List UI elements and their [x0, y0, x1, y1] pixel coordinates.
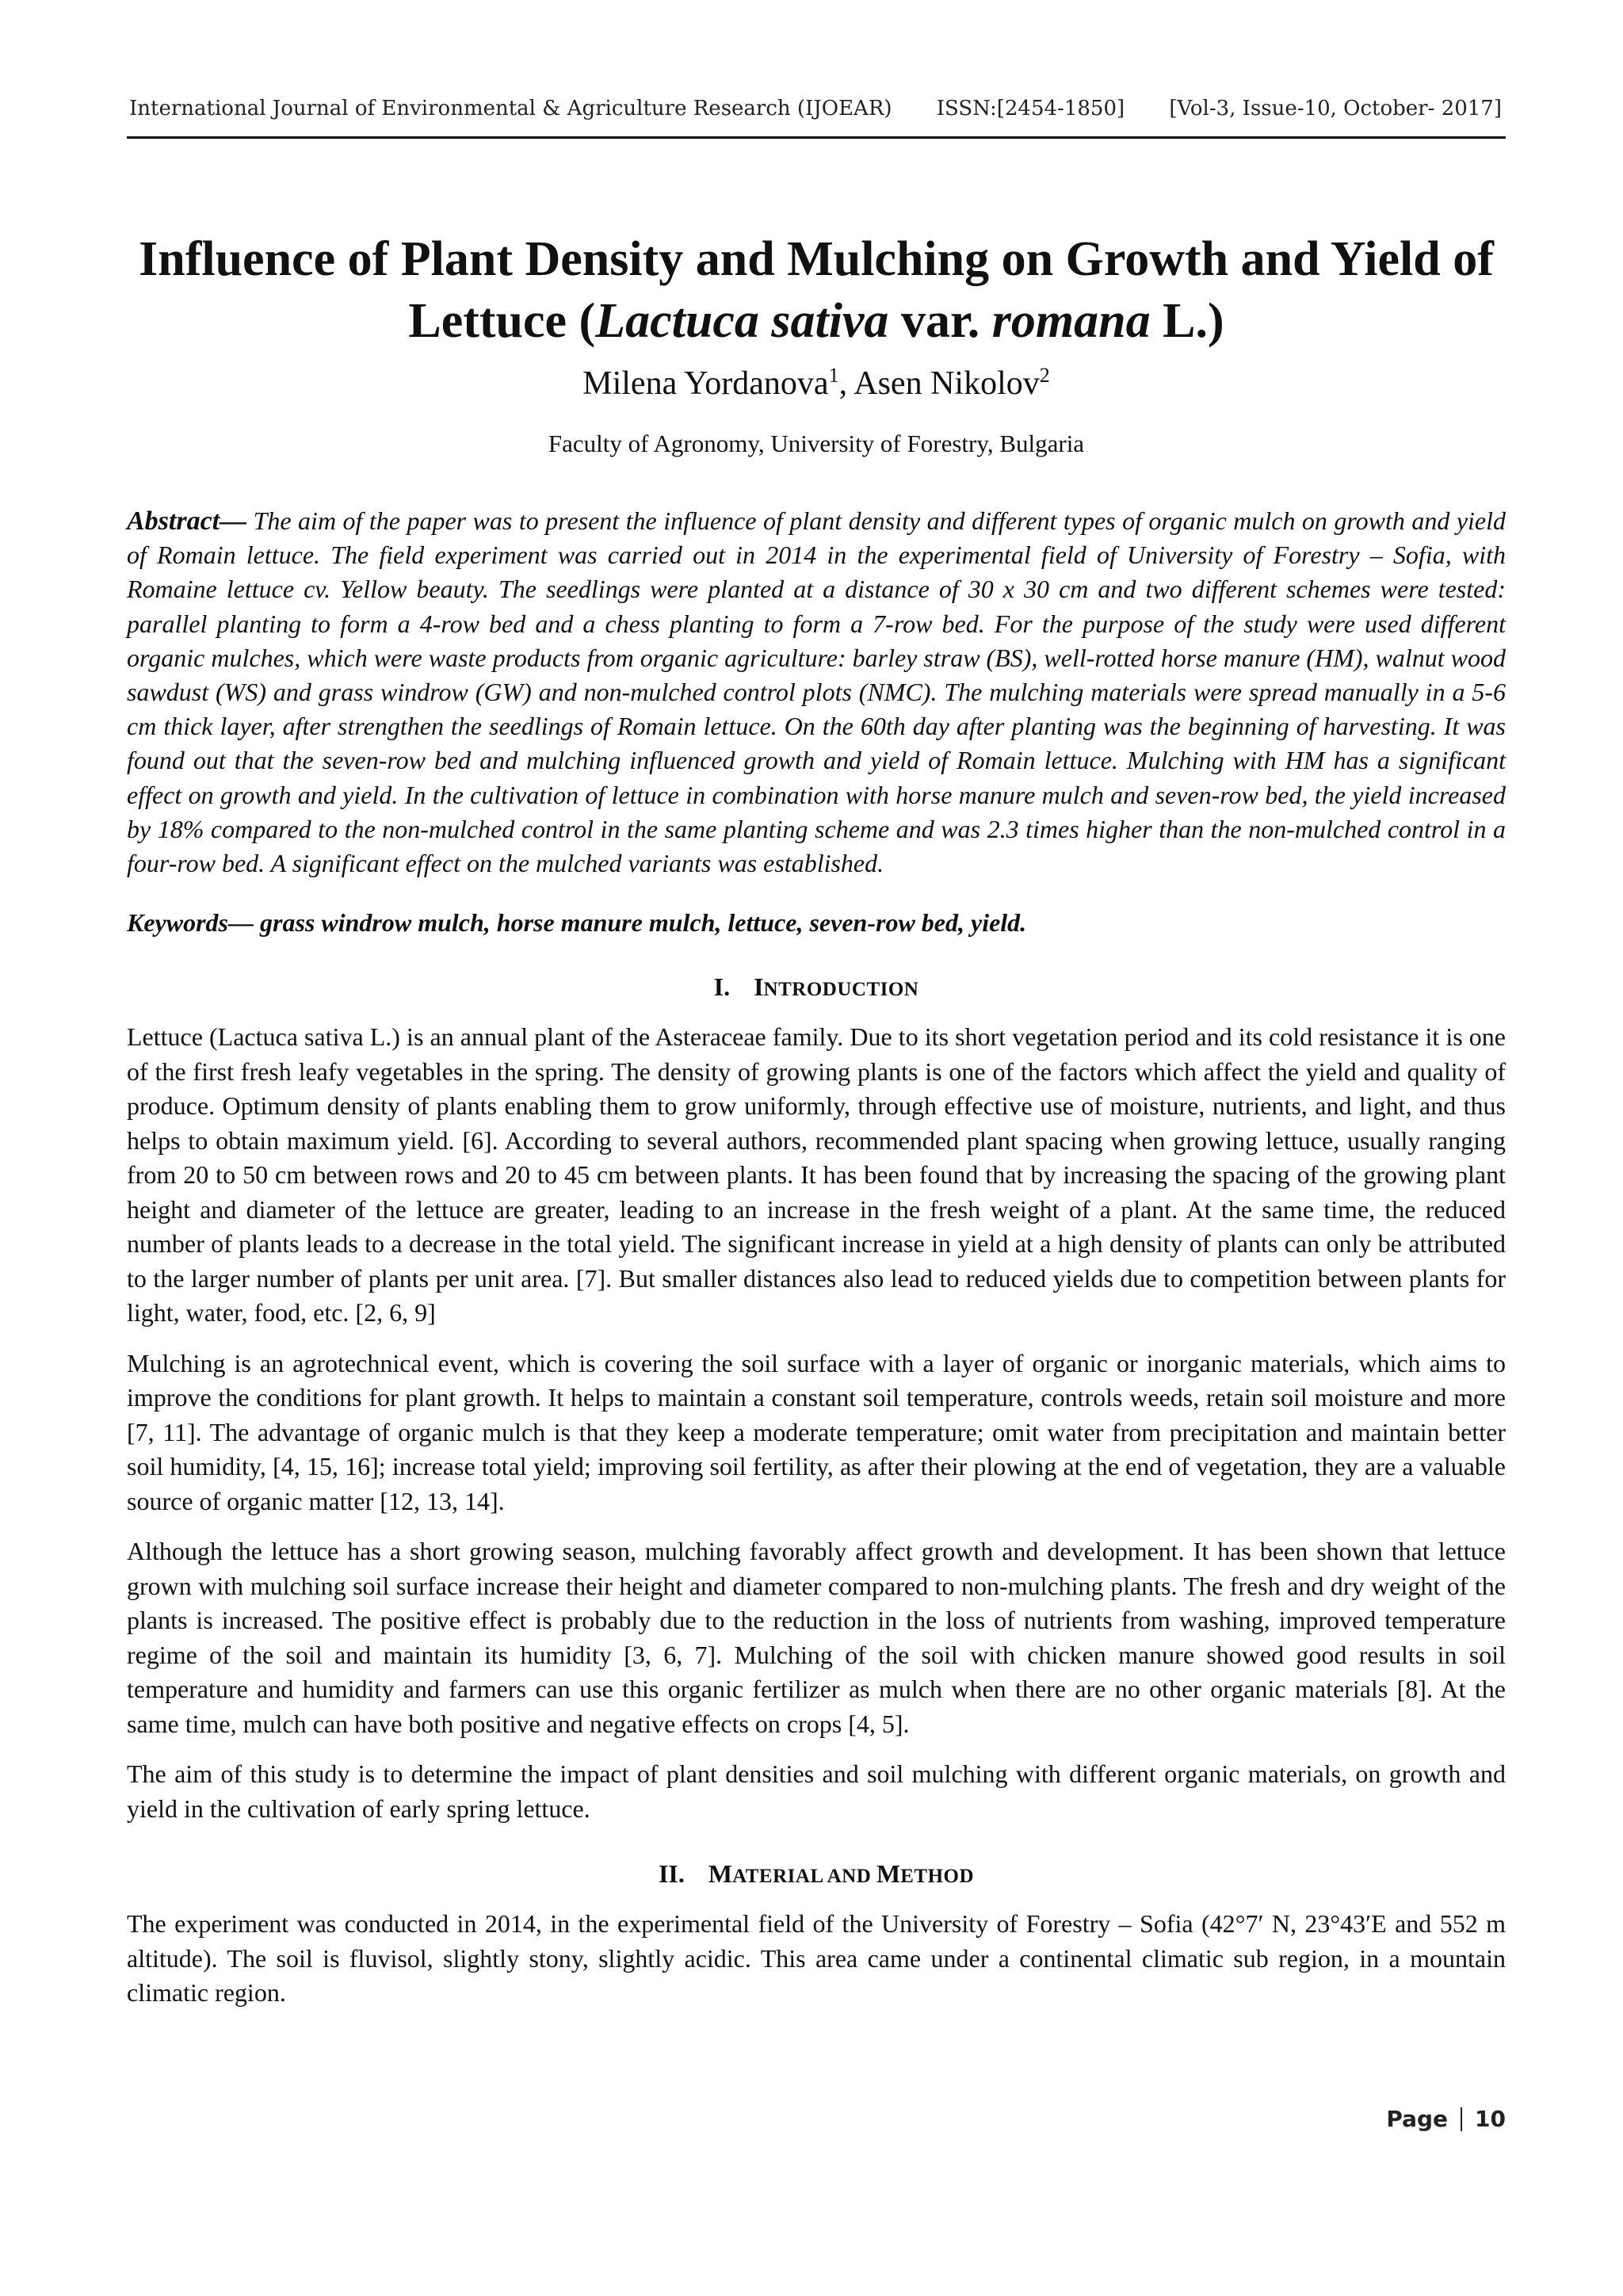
paragraph: Mulching is an agrotechnical event, which is covering the soil surface with a layer of organic or inorganic materials, which aims to improve the conditions for plant growth. It helps to maintain a constant soil temperature, controls weeds, retain soil moisture and more [7, 11]. The advantage of organic mulch is that they keep a moderate temperature; omit water from precipitation and maintain better soil humidity, [4, 15, 16]; increase total yield; improving soil fertility, as after their plowing at the end of vegetation, they are a valuable source of organic matter [12, 13, 14]. [127, 1348, 1506, 1515]
volume-issue: [Vol-3, Issue-10, October- 2017] [1169, 97, 1502, 120]
title-part: L.) [1150, 294, 1224, 348]
page-number: 10 [1475, 2106, 1506, 2132]
abstract-text: The aim of the paper was to present the influence of plant density and different types of organic mulch on growth and yield of Romain lettuce. The field experiment was carried out in 2014 in the experimental field of University of Forestry – Sofia, with Romaine lettuce cv. Yellow beauty. The seedlings were planted at a distance of 30 x 30 cm and two different schemes were tested: parallel planting to form a 4-row bed and a chess planting to form a 7-row bed. For the purpose of the study were used different organic mulches, which were waste products from organic agriculture: barley straw (BS), well-rotted horse manure (HM), walnut wood sawdust (WS) and grass windrow (GW) and non-mulched control plots (NMC). The mulching materials were spread manually in a 5-6 cm thick layer, after strengthen the seedlings of Romain lettuce. On the 60th day after planting was the beginning of harvesting. It was found out that the seven-row bed and mulching influenced growth and yield of Romain lettuce. Mulching with HM has a significant effect on growth and yield. In the cultivation of lettuce in combination with horse manure mulch and seven-row bed, the yield increased by 18% compared to the non-mulched control in the same planting scheme and was 2.3 times higher than the non-mulched control in a four-row bed. A significant effect on the mulched variants was established. [127, 506, 1506, 878]
section-heading-introduction [127, 971, 1506, 1006]
title-line-1: Influence of Plant Density and Mulching on Growth and Yield of [139, 232, 1494, 286]
footer-divider [1461, 2107, 1462, 2131]
page-footer [1386, 2106, 1506, 2132]
section-title-initial: I [754, 972, 764, 1002]
author-2: Asen Nikolov [854, 365, 1040, 402]
section-number: I. [713, 972, 731, 1002]
paragraph: Although the lettuce has a short growing season, mulching favorably affect growth and development. It has been shown that lettuce grown with mulching soil surface increase their height and diameter compared to non-mulching plants. The fresh and dry weight of the plants is increased. The positive effect is probably due to the reduction in the loss of nutrients from washing, improved temperature regime of the soil and maintain its humidity [3, 6, 7]. Mulching of the soil with chicken manure showed good results in soil temperature and humidity and farmers can use this organic fertilizer as mulch when there are no other organic materials [8]. At the same time, mulch can have both positive and negative effects on crops [4, 5]. [127, 1537, 1506, 1738]
keywords: Keywords— grass windrow mulch, horse manure mulch, lettuce, seven-row bed, yield. [127, 908, 1027, 938]
running-header [129, 97, 1502, 120]
paper-title [127, 228, 1506, 352]
journal-name: International Journal of Environmental & Agriculture Research (IJOEAR) [129, 97, 892, 120]
authors [127, 355, 1506, 404]
section-title-rest: ATERIAL AND [732, 1866, 877, 1888]
title-variety: romana [991, 294, 1151, 348]
author-2-affiliation: 2 [1039, 364, 1050, 387]
section-number: II. [658, 1859, 685, 1889]
author-separator: , [838, 365, 854, 402]
paragraph: Lettuce (Lactuca sativa L.) is an annual plant of the Asteraceae family. Due to its short vegetation period and its cold resistance it is one of the first fresh leafy vegetables in the spring. The density of growing plants is one of the factors which affect the yield and quality of produce. Optimum density of plants enabling them to grow uniformly, through effective use of moisture, nutrients, and light, and thus helps to obtain maximum yield. [6]. According to several authors, recommended plant spacing when growing lettuce, usually ranging from 20 to 50 cm between rows and 20 to 45 cm between plants. It has been found that by increasing the spacing of the growing plant height and diameter of the lettuce are greater, leading to an increase in the fresh weight of a plant. At the same time, the reduced number of plants leads to a decrease in the total yield. The significant increase in yield at a high density of plants can only be attributed to the larger number of plants per unit area. [7]. But smaller distances also lead to reduced yields due to competition between plants for light, water, food, etc. [2, 6, 9] [127, 1022, 1506, 1328]
issn: ISSN:[2454-1850] [936, 97, 1125, 120]
abstract [127, 504, 1506, 881]
title-part: var. [888, 294, 992, 348]
title-part: Lettuce ( [408, 294, 596, 348]
author-1-affiliation: 1 [828, 364, 839, 387]
header-rule [127, 136, 1506, 139]
section-heading-material-method [127, 1858, 1506, 1893]
affiliation: Faculty of Agronomy, University of Forestry, Bulgaria [548, 430, 1085, 457]
author-1: Milena Yordanova [582, 365, 829, 402]
paragraph: The experiment was conducted in 2014, in the experimental field of the University of Forestry – Sofia (42°7′ N, 23°43′E and 552 m altitude). The soil is fluvisol, slightly stony, slightly acidic. This area came under a continental climatic sub region, in a mountain climatic region. [127, 1909, 1506, 2008]
title-species: Lactuca sativa [595, 294, 889, 348]
abstract-label: Abstract— [127, 506, 247, 536]
section-title-initial: M [708, 1859, 733, 1889]
paragraph: The aim of this study is to determine the impact of plant densities and soil mulching with different organic materials, on growth and yield in the cultivation of early spring lettuce. [127, 1759, 1506, 1823]
page-label: Page [1386, 2106, 1449, 2132]
section-title-rest: NTRODUCTION [763, 979, 919, 1001]
section-title-rest: ETHOD [900, 1866, 975, 1888]
section-title-initial: M [876, 1859, 901, 1889]
page-content [127, 228, 1506, 2027]
